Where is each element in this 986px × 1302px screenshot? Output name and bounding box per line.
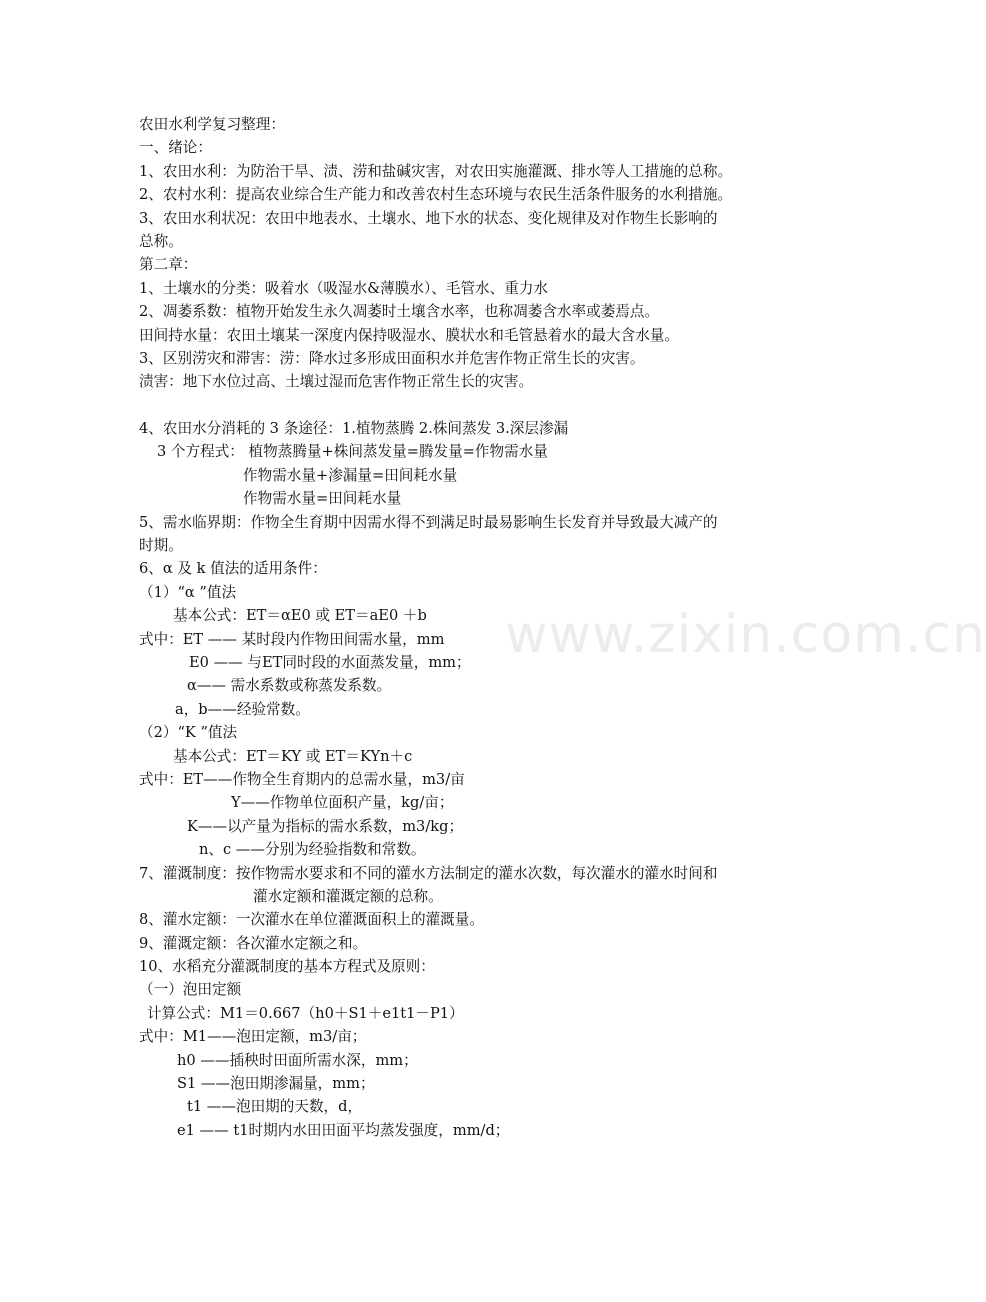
text-line: 1、农田水利：为防治干旱、渍、涝和盐碱灾害，对农田实施灌溉、排水等人工措施的总称。 — [139, 162, 733, 180]
text-line: 灌水定额和灌溉定额的总称。 — [253, 887, 443, 905]
subsection-heading: （1）“α ”值法 — [139, 583, 237, 601]
section-heading: 一、绪论： — [139, 139, 212, 157]
text-line: K——以产量为指标的需水系数，m3/kg； — [187, 817, 464, 835]
text-line: 1、土壤水的分类：吸着水（吸湿水&薄膜水）、毛管水、重力水 — [139, 279, 549, 297]
text-line: 10、水稻充分灌溉制度的基本方程式及原则： — [139, 958, 435, 976]
text-line: 3 个方程式： 植物蒸腾量+株间蒸发量=腾发量=作物需水量 — [157, 443, 548, 461]
document-body — [139, 113, 789, 1142]
text-line: 5、需水临界期：作物全生育期中因需水得不到满足时最易影响生长发育并导致最大减产的 — [139, 513, 718, 531]
text-line: 4、农田水分消耗的 3 条途径：1.植物蒸腾 2.株间蒸发 3.深层渗漏 — [139, 420, 569, 438]
text-line: 2、凋萎系数：植物开始发生永久凋萎时土壤含水率，也称凋萎含水率或萎焉点。 — [139, 303, 660, 321]
text-line: h0 ——插秧时田面所需水深，mm； — [177, 1051, 418, 1069]
watermark: www.zixin.com.cn — [505, 605, 986, 665]
formula-line: 基本公式：ET＝KY 或 ET＝KYn＋c — [173, 747, 413, 765]
text-line: 6、α 及 k 值法的适用条件： — [139, 560, 327, 578]
text-line: 7、灌溉制度：按作物需水要求和不同的灌水方法制定的灌水次数，每次灌水的灌水时间和 — [139, 864, 718, 882]
subsection-heading: （2）“K ”值法 — [139, 724, 238, 742]
text-line: 式中：M1——泡田定额，m3/亩； — [139, 1028, 367, 1046]
text-line: 田间持水量：农田土壤某一深度内保持吸湿水、膜状水和毛管悬着水的最大含水量。 — [139, 326, 679, 344]
blank-line — [139, 394, 789, 417]
text-line: 9、灌溉定额：各次灌水定额之和。 — [139, 934, 368, 952]
formula-line: 基本公式：ET＝αE0 或 ET＝aE0 ＋b — [173, 607, 427, 625]
text-line: 渍害：地下水位过高、土壤过湿而危害作物正常生长的灾害。 — [139, 373, 534, 391]
text-line: a，b——经验常数。 — [175, 700, 310, 718]
text-line: 8、灌水定额：一次灌水在单位灌溉面积上的灌溉量。 — [139, 911, 484, 929]
text-line: Y——作物单位面积产量，kg/亩； — [231, 794, 454, 812]
section-heading: 第二章： — [139, 256, 198, 274]
text-line: 式中：ET —— 某时段内作物田间需水量，mm — [139, 630, 445, 648]
formula-line: 计算公式：M1＝0.667（h0＋S1＋e1t1－P1） — [147, 1004, 464, 1022]
subsection-heading: （一）泡田定额 — [139, 981, 242, 999]
text-line: 总称。 — [139, 232, 183, 250]
text-line: α—— 需水系数或称蒸发系数。 — [187, 677, 392, 695]
text-line: 式中：ET——作物全生育期内的总需水量，m3/亩 — [139, 770, 465, 788]
text-line: 2、农村水利：提高农业综合生产能力和改善农村生态环境与农民生活条件服务的水利措施。 — [139, 186, 733, 204]
text-line: 3、农田水利状况：农田中地表水、土壤水、地下水的状态、变化规律及对作物生长影响的 — [139, 209, 718, 227]
text-line: n、c ——分别为经验指数和常数。 — [199, 841, 426, 859]
text-line: 3、区别涝灾和滞害：涝：降水过多形成田面积水并危害作物正常生长的灾害。 — [139, 349, 645, 367]
document-title: 农田水利学复习整理： — [139, 116, 285, 133]
text-line: e1 —— t1时期内水田田面平均蒸发强度，mm/d； — [177, 1121, 510, 1139]
text-line: S1 ——泡田期渗漏量，mm； — [177, 1075, 375, 1093]
text-line: E0 —— 与ET同时段的水面蒸发量，mm； — [189, 653, 471, 671]
text-line: t1 ——泡田期的天数，d， — [187, 1098, 363, 1116]
formula-line: 作物需水量=田间耗水量 — [243, 490, 402, 508]
text-line: 时期。 — [139, 537, 183, 555]
formula-line: 作物需水量+渗漏量=田间耗水量 — [243, 466, 458, 484]
